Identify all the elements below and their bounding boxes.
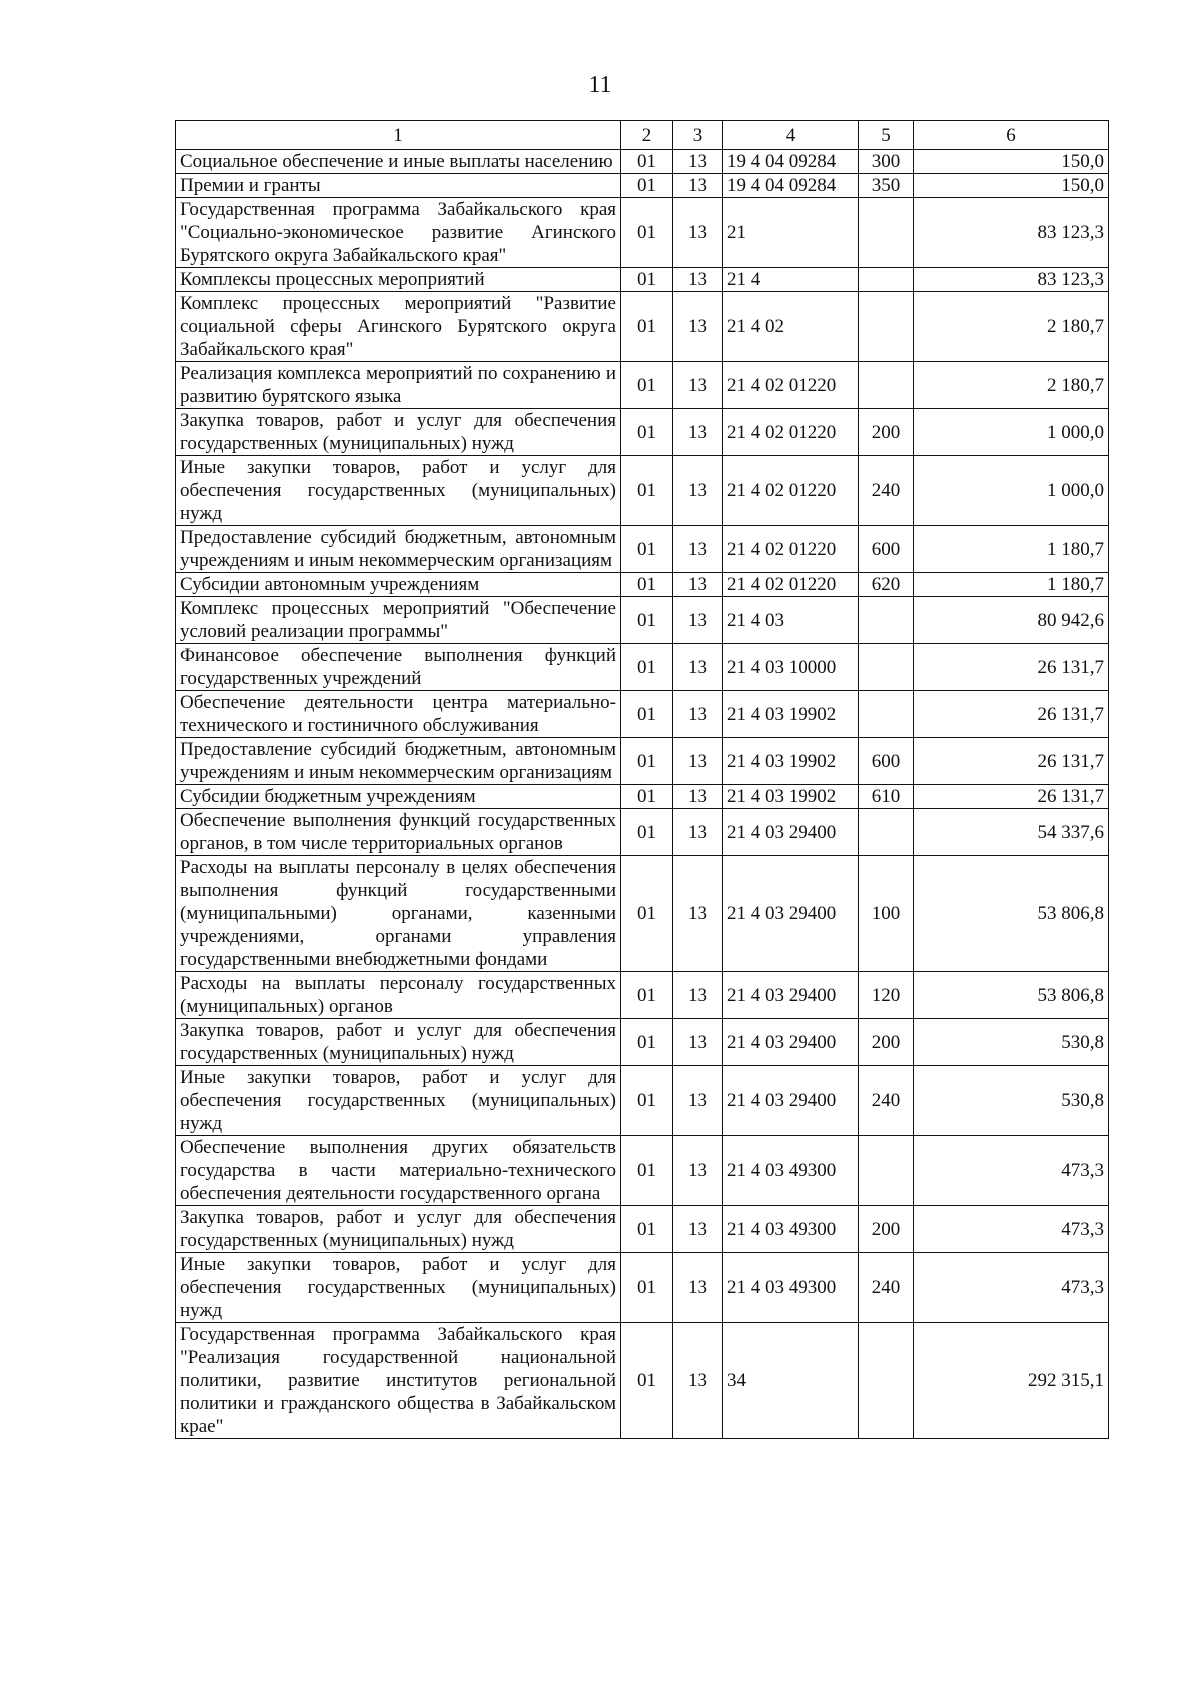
row-target-article-cell: 21 4 03 49300 (723, 1206, 859, 1253)
row-name-cell: Обеспечение выполнения других обязательств государства в части материально-технического обеспечения деятельности государственного органа (176, 1136, 621, 1206)
row-expense-type-cell (859, 1323, 914, 1439)
row-target-article-cell: 19 4 04 09284 (723, 174, 859, 198)
row-subsection-cell: 13 (673, 785, 723, 809)
row-amount-cell: 83 123,3 (914, 268, 1109, 292)
budget-table (175, 120, 1109, 1439)
row-amount-cell: 26 131,7 (914, 691, 1109, 738)
row-expense-type-cell (859, 268, 914, 292)
column-header-2: 2 (621, 121, 673, 150)
row-name-cell: Предоставление субсидий бюджетным, автономным учреждениям и иным некоммерческим организациям (176, 738, 621, 785)
row-amount-cell: 53 806,8 (914, 972, 1109, 1019)
row-name-cell: Социальное обеспечение и иные выплаты населению (176, 150, 621, 174)
table-row (176, 1019, 1109, 1066)
row-target-article-cell: 21 4 03 29400 (723, 809, 859, 856)
row-section-cell: 01 (621, 1066, 673, 1136)
row-target-article-cell: 21 4 02 01220 (723, 526, 859, 573)
row-subsection-cell: 13 (673, 809, 723, 856)
row-amount-cell: 150,0 (914, 150, 1109, 174)
table-row (176, 1206, 1109, 1253)
table-row (176, 1253, 1109, 1323)
row-amount-cell: 1 180,7 (914, 573, 1109, 597)
row-name-cell: Закупка товаров, работ и услуг для обеспечения государственных (муниципальных) нужд (176, 409, 621, 456)
table-row (176, 573, 1109, 597)
row-target-article-cell: 21 4 02 01220 (723, 573, 859, 597)
column-header-1: 1 (176, 121, 621, 150)
row-amount-cell: 292 315,1 (914, 1323, 1109, 1439)
row-target-article-cell: 21 4 02 (723, 292, 859, 362)
row-amount-cell: 26 131,7 (914, 738, 1109, 785)
row-name-cell: Комплексы процессных мероприятий (176, 268, 621, 292)
row-section-cell: 01 (621, 573, 673, 597)
row-amount-cell: 473,3 (914, 1136, 1109, 1206)
row-expense-type-cell (859, 809, 914, 856)
row-section-cell: 01 (621, 1019, 673, 1066)
row-expense-type-cell (859, 691, 914, 738)
row-subsection-cell: 13 (673, 691, 723, 738)
row-target-article-cell: 21 4 03 49300 (723, 1136, 859, 1206)
row-amount-cell: 530,8 (914, 1066, 1109, 1136)
row-amount-cell: 530,8 (914, 1019, 1109, 1066)
table-row (176, 456, 1109, 526)
row-section-cell: 01 (621, 174, 673, 198)
row-section-cell: 01 (621, 1323, 673, 1439)
row-expense-type-cell: 200 (859, 409, 914, 456)
row-amount-cell: 2 180,7 (914, 292, 1109, 362)
row-name-cell: Предоставление субсидий бюджетным, автономным учреждениям и иным некоммерческим организациям (176, 526, 621, 573)
row-section-cell: 01 (621, 362, 673, 409)
row-subsection-cell: 13 (673, 362, 723, 409)
table-row (176, 292, 1109, 362)
row-target-article-cell: 19 4 04 09284 (723, 150, 859, 174)
table-row (176, 1136, 1109, 1206)
row-subsection-cell: 13 (673, 174, 723, 198)
row-amount-cell: 150,0 (914, 174, 1109, 198)
table-row (176, 644, 1109, 691)
row-section-cell: 01 (621, 597, 673, 644)
row-expense-type-cell: 600 (859, 526, 914, 573)
row-section-cell: 01 (621, 691, 673, 738)
row-subsection-cell: 13 (673, 198, 723, 268)
row-subsection-cell: 13 (673, 972, 723, 1019)
row-subsection-cell: 13 (673, 268, 723, 292)
column-header-4: 4 (723, 121, 859, 150)
row-expense-type-cell: 120 (859, 972, 914, 1019)
row-subsection-cell: 13 (673, 738, 723, 785)
row-expense-type-cell (859, 198, 914, 268)
row-section-cell: 01 (621, 409, 673, 456)
row-section-cell: 01 (621, 972, 673, 1019)
row-amount-cell: 473,3 (914, 1206, 1109, 1253)
row-name-cell: Субсидии бюджетным учреждениям (176, 785, 621, 809)
row-section-cell: 01 (621, 150, 673, 174)
row-subsection-cell: 13 (673, 1206, 723, 1253)
row-expense-type-cell: 200 (859, 1019, 914, 1066)
table-row (176, 174, 1109, 198)
row-expense-type-cell: 240 (859, 1066, 914, 1136)
row-section-cell: 01 (621, 1136, 673, 1206)
column-header-3: 3 (673, 121, 723, 150)
row-section-cell: 01 (621, 292, 673, 362)
column-header-6: 6 (914, 121, 1109, 150)
table-header-row (176, 121, 1109, 150)
row-target-article-cell: 21 4 03 19902 (723, 738, 859, 785)
row-amount-cell: 1 180,7 (914, 526, 1109, 573)
row-subsection-cell: 13 (673, 1136, 723, 1206)
table-row (176, 856, 1109, 972)
table-row (176, 1323, 1109, 1439)
table-row (176, 198, 1109, 268)
row-amount-cell: 80 942,6 (914, 597, 1109, 644)
row-expense-type-cell: 300 (859, 150, 914, 174)
row-subsection-cell: 13 (673, 573, 723, 597)
row-subsection-cell: 13 (673, 597, 723, 644)
row-amount-cell: 54 337,6 (914, 809, 1109, 856)
row-target-article-cell: 21 4 03 (723, 597, 859, 644)
row-name-cell: Субсидии автономным учреждениям (176, 573, 621, 597)
row-target-article-cell: 21 4 (723, 268, 859, 292)
row-target-article-cell: 21 4 03 19902 (723, 691, 859, 738)
row-name-cell: Государственная программа Забайкальского края "Реализация государственной национальной политики, развитие институтов региональной политики и гражданского общества в Забайкальском крае" (176, 1323, 621, 1439)
row-subsection-cell: 13 (673, 1066, 723, 1136)
row-section-cell: 01 (621, 785, 673, 809)
row-target-article-cell: 21 4 02 01220 (723, 409, 859, 456)
row-subsection-cell: 13 (673, 150, 723, 174)
row-target-article-cell: 21 4 03 29400 (723, 1066, 859, 1136)
row-expense-type-cell: 610 (859, 785, 914, 809)
row-amount-cell: 473,3 (914, 1253, 1109, 1323)
row-section-cell: 01 (621, 1253, 673, 1323)
row-expense-type-cell: 240 (859, 1253, 914, 1323)
row-expense-type-cell (859, 1136, 914, 1206)
row-section-cell: 01 (621, 809, 673, 856)
row-section-cell: 01 (621, 456, 673, 526)
row-amount-cell: 26 131,7 (914, 785, 1109, 809)
row-subsection-cell: 13 (673, 409, 723, 456)
row-name-cell: Комплекс процессных мероприятий "Обеспечение условий реализации программы" (176, 597, 621, 644)
table-row (176, 691, 1109, 738)
row-subsection-cell: 13 (673, 644, 723, 691)
row-subsection-cell: 13 (673, 856, 723, 972)
row-subsection-cell: 13 (673, 292, 723, 362)
row-section-cell: 01 (621, 268, 673, 292)
row-expense-type-cell: 200 (859, 1206, 914, 1253)
table-body (176, 150, 1109, 1439)
row-name-cell: Закупка товаров, работ и услуг для обеспечения государственных (муниципальных) нужд (176, 1206, 621, 1253)
row-target-article-cell: 21 4 03 29400 (723, 856, 859, 972)
row-amount-cell: 26 131,7 (914, 644, 1109, 691)
row-name-cell: Государственная программа Забайкальского края "Социально-экономическое развитие Агинского Бурятского округа Забайкальского края" (176, 198, 621, 268)
row-name-cell: Комплекс процессных мероприятий "Развитие социальной сферы Агинского Бурятского округа Забайкальского края" (176, 292, 621, 362)
row-expense-type-cell: 100 (859, 856, 914, 972)
table-row (176, 409, 1109, 456)
row-target-article-cell: 21 4 03 19902 (723, 785, 859, 809)
row-target-article-cell: 21 4 03 49300 (723, 1253, 859, 1323)
table-row (176, 268, 1109, 292)
table-row (176, 1066, 1109, 1136)
row-name-cell: Обеспечение деятельности центра материально-технического и гостиничного обслуживания (176, 691, 621, 738)
row-name-cell: Закупка товаров, работ и услуг для обеспечения государственных (муниципальных) нужд (176, 1019, 621, 1066)
row-target-article-cell: 21 4 03 29400 (723, 1019, 859, 1066)
row-name-cell: Расходы на выплаты персоналу в целях обеспечения выполнения функций государственными (муниципальными) органами, казенными учреждениями, органами управления государственными внебюджетными фондами (176, 856, 621, 972)
row-name-cell: Обеспечение выполнения функций государственных органов, в том числе территориальных органов (176, 809, 621, 856)
row-name-cell: Премии и гранты (176, 174, 621, 198)
table-row (176, 150, 1109, 174)
row-expense-type-cell: 350 (859, 174, 914, 198)
row-section-cell: 01 (621, 644, 673, 691)
row-name-cell: Расходы на выплаты персоналу государственных (муниципальных) органов (176, 972, 621, 1019)
row-amount-cell: 53 806,8 (914, 856, 1109, 972)
table-row (176, 972, 1109, 1019)
row-name-cell: Финансовое обеспечение выполнения функций государственных учреждений (176, 644, 621, 691)
row-section-cell: 01 (621, 856, 673, 972)
row-expense-type-cell: 600 (859, 738, 914, 785)
row-amount-cell: 1 000,0 (914, 456, 1109, 526)
table-row (176, 362, 1109, 409)
row-subsection-cell: 13 (673, 456, 723, 526)
row-subsection-cell: 13 (673, 526, 723, 573)
row-expense-type-cell (859, 362, 914, 409)
row-target-article-cell: 21 4 02 01220 (723, 362, 859, 409)
column-header-5: 5 (859, 121, 914, 150)
table-row (176, 738, 1109, 785)
table-row (176, 597, 1109, 644)
row-amount-cell: 83 123,3 (914, 198, 1109, 268)
row-target-article-cell: 34 (723, 1323, 859, 1439)
row-name-cell: Иные закупки товаров, работ и услуг для обеспечения государственных (муниципальных) нужд (176, 1253, 621, 1323)
row-target-article-cell: 21 (723, 198, 859, 268)
row-amount-cell: 1 000,0 (914, 409, 1109, 456)
row-amount-cell: 2 180,7 (914, 362, 1109, 409)
row-subsection-cell: 13 (673, 1019, 723, 1066)
row-name-cell: Иные закупки товаров, работ и услуг для обеспечения государственных (муниципальных) нужд (176, 1066, 621, 1136)
row-name-cell: Реализация комплекса мероприятий по сохранению и развитию бурятского языка (176, 362, 621, 409)
row-subsection-cell: 13 (673, 1323, 723, 1439)
table-row (176, 809, 1109, 856)
row-section-cell: 01 (621, 1206, 673, 1253)
row-target-article-cell: 21 4 02 01220 (723, 456, 859, 526)
row-section-cell: 01 (621, 526, 673, 573)
row-expense-type-cell (859, 292, 914, 362)
row-section-cell: 01 (621, 738, 673, 785)
row-section-cell: 01 (621, 198, 673, 268)
row-name-cell: Иные закупки товаров, работ и услуг для обеспечения государственных (муниципальных) нужд (176, 456, 621, 526)
row-subsection-cell: 13 (673, 1253, 723, 1323)
table-row (176, 785, 1109, 809)
page-number: 11 (588, 72, 612, 98)
table-row (176, 526, 1109, 573)
row-target-article-cell: 21 4 03 10000 (723, 644, 859, 691)
row-expense-type-cell: 240 (859, 456, 914, 526)
row-target-article-cell: 21 4 03 29400 (723, 972, 859, 1019)
row-expense-type-cell (859, 597, 914, 644)
row-expense-type-cell: 620 (859, 573, 914, 597)
row-expense-type-cell (859, 644, 914, 691)
